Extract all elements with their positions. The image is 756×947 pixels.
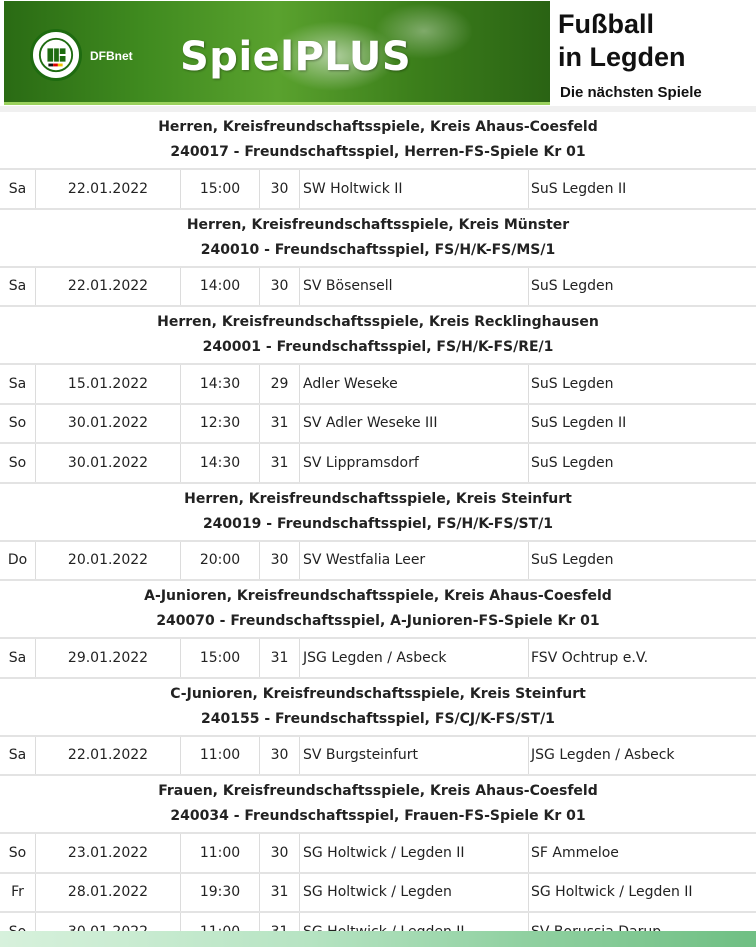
home-team-cell: SG Holtwick / Legden II: [300, 834, 529, 872]
time-cell: 20:00: [181, 542, 260, 580]
time-cell: 14:30: [181, 444, 260, 482]
date-cell: 22.01.2022: [36, 737, 181, 775]
number-cell: 30: [260, 834, 300, 872]
group-title: Herren, Kreisfreundschaftsspiele, Kreis Ahaus-Coesfeld: [158, 119, 598, 135]
group-subtitle: 240017 - Freundschaftsspiel, Herren-FS-Spiele Kr 01: [170, 144, 586, 160]
home-team-cell: SV Bösensell: [300, 268, 529, 306]
page-title-line-1: Fußball: [558, 9, 654, 39]
page-title-line-2: in Legden: [558, 42, 686, 72]
table-row: [0, 444, 756, 484]
date-cell: 30.01.2022: [36, 444, 181, 482]
group-subtitle: 240155 - Freundschaftsspiel, FS/CJ/K-FS/ST/1: [201, 710, 555, 727]
away-team-cell: SuS Legden: [531, 552, 614, 569]
date-cell: 30.01.2022: [36, 405, 181, 443]
away-team-cell: SuS Legden: [531, 375, 614, 392]
home-team-cell: SV Adler Weseke III: [300, 405, 529, 443]
group-subtitle: 240001 - Freundschaftsspiel, FS/H/K-FS/RE/1: [202, 339, 554, 355]
day-cell: So: [0, 405, 36, 443]
group-title: A-Junioren, Kreisfreundschaftsspiele, Kreis Ahaus-Coesfeld: [144, 588, 612, 604]
number-cell: 30: [260, 268, 300, 306]
table-row: [0, 365, 756, 405]
time-cell: 12:30: [181, 405, 260, 443]
table-row: [0, 405, 756, 445]
group-subtitle: 240070 - Freundschaftsspiel, A-Junioren-FS-Spiele Kr 01: [156, 613, 600, 629]
table-row: [0, 542, 756, 582]
date-cell: 20.01.2022: [36, 542, 181, 580]
day-cell: Sa: [0, 268, 36, 306]
time-cell: 15:00: [181, 639, 260, 677]
number-cell: 30: [260, 542, 300, 580]
day-cell: So: [0, 834, 36, 872]
away-team-cell: SuS Legden: [531, 278, 614, 295]
home-team-cell: SG Holtwick / Legden: [300, 874, 529, 912]
group-header: [0, 484, 756, 542]
group-header: [0, 581, 756, 639]
date-cell: 29.01.2022: [36, 639, 181, 677]
time-cell: 11:00: [181, 834, 260, 872]
away-team-cell: SF Ammeloe: [531, 844, 619, 861]
away-team-cell: SuS Legden II: [531, 415, 627, 432]
time-cell: 19:30: [181, 874, 260, 912]
group-header: [0, 776, 756, 834]
spielplus-logo-text: SpielPLUS: [180, 34, 412, 80]
away-team-cell: SG Holtwick / Legden II: [531, 884, 693, 901]
time-cell: 15:00: [181, 170, 260, 208]
date-cell: 23.01.2022: [36, 834, 181, 872]
away-team-cell: FSV Ochtrup e.V.: [531, 649, 649, 666]
spielplus-banner: [4, 1, 550, 105]
group-title: Herren, Kreisfreundschaftsspiele, Kreis Recklinghausen: [157, 314, 599, 330]
time-cell: 11:00: [181, 737, 260, 775]
group-subtitle: 240019 - Freundschaftsspiel, FS/H/K-FS/ST/1: [202, 515, 554, 532]
day-cell: Fr: [0, 874, 36, 912]
day-cell: So: [0, 444, 36, 482]
date-cell: 15.01.2022: [36, 365, 181, 403]
group-title: Herren, Kreisfreundschaftsspiele, Kreis Steinfurt: [184, 490, 572, 507]
day-cell: Sa: [0, 170, 36, 208]
group-subtitle: 240010 - Freundschaftsspiel, FS/H/K-FS/MS/1: [200, 241, 556, 258]
group-header: [0, 679, 756, 737]
number-cell: 30: [260, 737, 300, 775]
number-cell: 31: [260, 444, 300, 482]
group-subtitle: 240034 - Freundschaftsspiel, Frauen-FS-Spiele Kr 01: [170, 808, 586, 824]
group-title: Frauen, Kreisfreundschaftsspiele, Kreis Ahaus-Coesfeld: [158, 783, 598, 799]
number-cell: 31: [260, 874, 300, 912]
table-row: [0, 874, 756, 914]
home-team-cell: Adler Weseke: [300, 365, 529, 403]
date-cell: 22.01.2022: [36, 170, 181, 208]
number-cell: 30: [260, 170, 300, 208]
day-cell: Sa: [0, 365, 36, 403]
home-team-cell: SV Lippramsdorf: [300, 444, 529, 482]
away-team-cell: JSG Legden / Asbeck: [531, 747, 675, 764]
date-cell: 22.01.2022: [36, 268, 181, 306]
dfb-logo-icon: [30, 29, 82, 81]
footer-gradient-bar: [0, 931, 756, 947]
away-team-cell: SuS Legden II: [531, 180, 627, 197]
number-cell: 31: [260, 405, 300, 443]
home-team-cell: JSG Legden / Asbeck: [300, 639, 529, 677]
page-header: [0, 0, 756, 112]
home-team-cell: SV Burgsteinfurt: [300, 737, 529, 775]
group-header: [0, 210, 756, 268]
group-title: C-Junioren, Kreisfreundschaftsspiele, Kreis Steinfurt: [170, 685, 586, 702]
group-header: [0, 112, 756, 170]
page-title: [558, 8, 754, 74]
away-team-cell: SuS Legden: [531, 454, 614, 471]
home-team-cell: SW Holtwick II: [300, 170, 529, 208]
home-team-cell: SV Westfalia Leer: [300, 542, 529, 580]
fixtures-table: [0, 112, 756, 947]
day-cell: Sa: [0, 737, 36, 775]
group-title: Herren, Kreisfreundschaftsspiele, Kreis Münster: [186, 216, 570, 233]
table-row: [0, 737, 756, 777]
table-row: [0, 170, 756, 210]
dfbnet-label: DFBnet: [90, 49, 133, 63]
table-row: [0, 268, 756, 308]
table-row: [0, 639, 756, 679]
time-cell: 14:00: [181, 268, 260, 306]
day-cell: Sa: [0, 639, 36, 677]
number-cell: 29: [260, 365, 300, 403]
group-header: [0, 307, 756, 365]
time-cell: 14:30: [181, 365, 260, 403]
table-row: [0, 834, 756, 874]
number-cell: 31: [260, 639, 300, 677]
date-cell: 28.01.2022: [36, 874, 181, 912]
page-subtitle: Die nächsten Spiele: [560, 84, 702, 101]
day-cell: Do: [0, 542, 36, 580]
